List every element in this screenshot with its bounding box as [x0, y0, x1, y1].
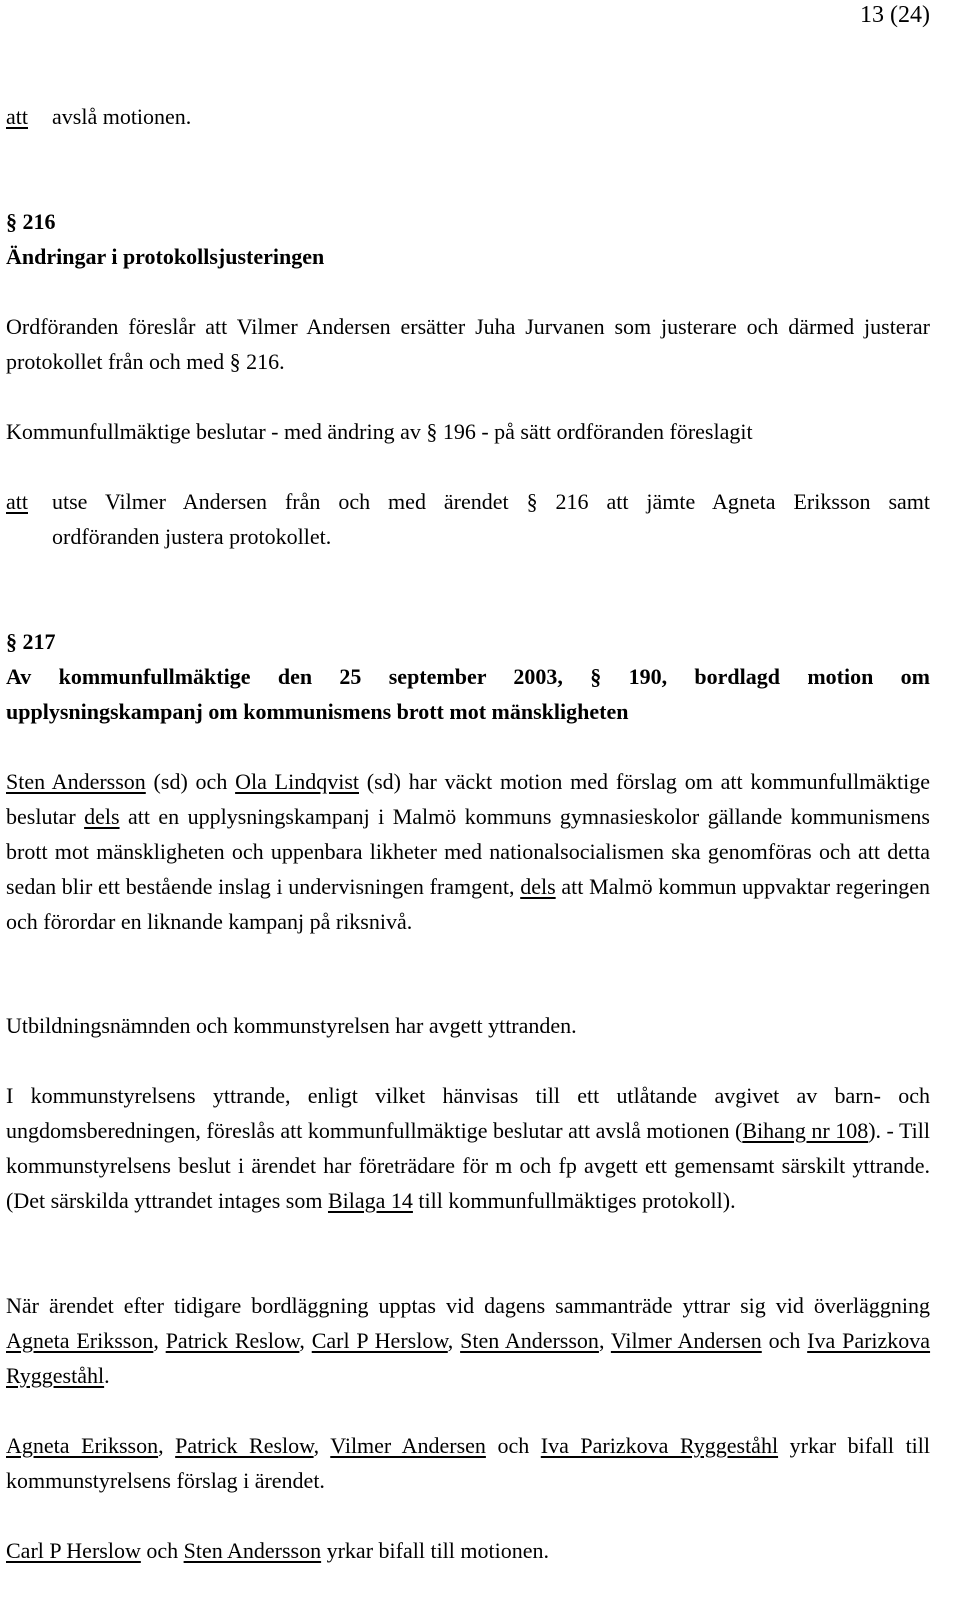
- section-217-paragraph-4: När ärendet efter tidigare bordläggning upptas vid dagens sammanträde yttrar sig vid överläggning Agneta Eriksson, Patrick Reslow, Carl P Herslow, Sten Andersson, Vilmer Andersen och Iva Parizkova Ryggeståhl.: [6, 1293, 931, 1388]
- section-217-number: § 217: [6, 629, 56, 654]
- decision-reject-motion: [6, 99, 930, 134]
- person-link[interactable]: Agneta Eriksson: [6, 1328, 154, 1353]
- person-link[interactable]: Patrick Reslow: [175, 1433, 314, 1458]
- decision-text: avslå motionen.: [52, 104, 192, 129]
- decision-line-2: ordföranden justera protokollet.: [52, 524, 332, 549]
- section-217-paragraph-2: Utbildningsnämnden och kommunstyrelsen har avgett yttranden.: [6, 1013, 577, 1038]
- page-number: 13 (24): [860, 2, 930, 28]
- att-label: att: [6, 104, 28, 129]
- person-link[interactable]: Sten Andersson: [460, 1328, 599, 1353]
- section-217-paragraph-5: Agneta Eriksson, Patrick Reslow, Vilmer Andersen och Iva Parizkova Ryggeståhl yrkar bifall till kommunstyrelsens förslag i ärendet.: [6, 1433, 931, 1493]
- person-link[interactable]: Carl P Herslow: [311, 1328, 448, 1353]
- person-link[interactable]: Sten Andersson: [6, 769, 146, 794]
- person-link[interactable]: Agneta Eriksson: [6, 1433, 159, 1458]
- person-link[interactable]: Iva Parizkova Ryggeståhl: [6, 1328, 931, 1388]
- dels-term: dels: [520, 874, 556, 899]
- section-216-decision: [6, 484, 930, 554]
- section-216-number: § 216: [6, 209, 56, 234]
- bilaga-link[interactable]: Bilaga 14: [327, 1188, 413, 1213]
- person-link[interactable]: Ola Lindqvist: [235, 769, 359, 794]
- section-217-title-line-1: Av kommunfullmäktige den 25 september 2003, § 190, bordlagd motion om: [6, 664, 930, 689]
- section-217-paragraph-3: I kommunstyrelsens yttrande, enligt vilket hänvisas till ett utlåtande avgivet av barn- och ungdomsberedningen, föreslås att kommunfullmäktige beslutar att avslå motionen (Bihang nr 108). - Till kommunstyrelsens beslut i ärendet har företrädare för m och fp avgett ett gemensamt särskilt yttrande. (Det särskilda yttrandet intages som Bilaga 14 till kommunfullmäktiges protokoll).: [6, 1083, 930, 1213]
- section-217-paragraph-6: Carl P Herslow och Sten Andersson yrkar bifall till motionen.: [6, 1538, 550, 1563]
- section-217-title-line-2: upplysningskampanj om kommunismens brott mot mänskligheten: [6, 699, 629, 724]
- att-label: att: [6, 489, 28, 514]
- dels-term: dels: [84, 804, 120, 829]
- section-216-paragraph-2: Kommunfullmäktige beslutar - med ändring av § 196 - på sätt ordföranden föreslagit: [6, 419, 753, 444]
- person-link[interactable]: Sten Andersson: [183, 1538, 322, 1563]
- section-216-paragraph-1: Ordföranden föreslår att Vilmer Andersen ersätter Juha Jurvanen som justerare och därmed justerar protokollet från och med § 216.: [6, 314, 930, 374]
- section-216-title: Ändringar i protokollsjusteringen: [6, 244, 325, 269]
- decision-line-1: utse Vilmer Andersen från och med ärendet § 216 att jämte Agneta Eriksson samt: [52, 489, 930, 514]
- person-link[interactable]: Patrick Reslow: [165, 1328, 300, 1353]
- person-link[interactable]: Vilmer Andersen: [610, 1328, 762, 1353]
- person-link[interactable]: Iva Parizkova Ryggeståhl: [540, 1433, 779, 1458]
- person-link[interactable]: Vilmer Andersen: [330, 1433, 486, 1458]
- bihang-link[interactable]: Bihang nr 108: [742, 1118, 869, 1143]
- person-link[interactable]: Carl P Herslow: [6, 1538, 141, 1563]
- section-217-paragraph-1: Sten Andersson (sd) och Ola Lindqvist (sd) har väckt motion med förslag om att kommunfullmäktige beslutar dels att en upplysningskampanj i Malmö kommuns gymnasieskolor gällande kommunismens brott mot mänskligheten och uppenbara likheter med nationalsocialismen ska genomföras och att detta sedan blir ett bestående inslag i undervisningen framgent, dels att Malmö kommun uppvaktar regeringen och förordar en liknande kampanj på riksnivå.: [6, 769, 931, 934]
